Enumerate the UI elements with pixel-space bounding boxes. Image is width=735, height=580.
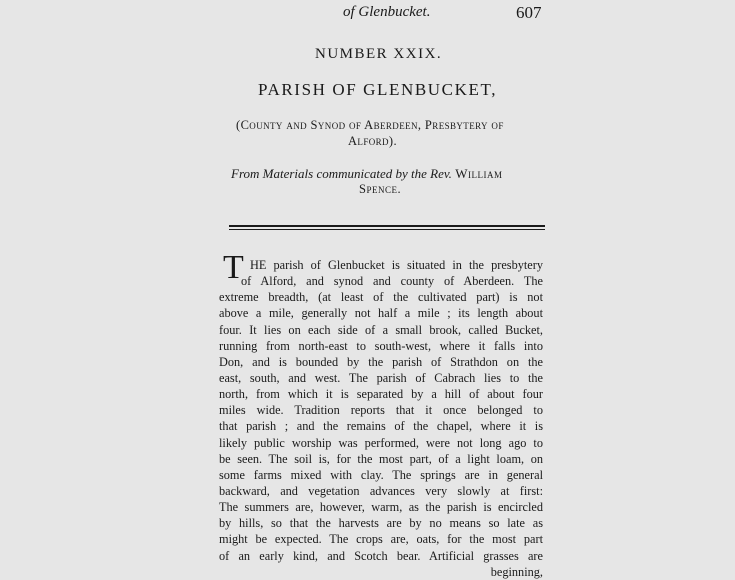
section-number-heading: NUMBER XXIX. — [315, 46, 443, 62]
body-line: likely public worship was performed, were not long ago to — [219, 435, 543, 450]
parish-title: PARISH OF GLENBUCKET, — [258, 80, 498, 99]
attribution-line-2: Spence. — [359, 182, 402, 196]
county-synod-line-1: (County and Synod of Aberdeen, Presbytery of — [236, 118, 504, 132]
body-line: of Alford, and synod and county of Aberdeen. The — [241, 274, 543, 289]
body-line: The summers are, however, warm, as the parish is encircled — [219, 500, 543, 515]
body-line: extreme breadth, (at least of the cultivated part) is not — [219, 290, 543, 305]
body-line: east, south, and west. The parish of Cabrach lies to the — [219, 370, 543, 385]
body-line: north, from which it is separated by a hill of about four — [219, 387, 543, 402]
body-line: HE parish of Glenbucket is situated in the presbytery — [250, 258, 543, 272]
attribution-prefix: From Materials communicated by the Rev. — [231, 166, 452, 181]
body-paragraph — [219, 257, 543, 580]
body-line: beginning, — [490, 564, 543, 579]
section-divider-rule — [229, 225, 545, 227]
body-line: Don, and is bounded by the parish of Strathdon on the — [219, 354, 543, 369]
body-line: above a mile, generally not half a mile ; its length about — [219, 306, 543, 321]
body-line: running from north-east to south-west, where it falls into — [219, 338, 543, 353]
body-line: be seen. The soil is, for the most part, of a light loam, on — [219, 451, 543, 466]
body-line: by hills, so that the harvests are by no means so late as — [219, 516, 543, 531]
drop-cap: T — [223, 249, 244, 286]
attribution-line-1 — [231, 166, 502, 182]
page-number: 607 — [516, 3, 542, 22]
body-line: four. It lies on each side of a small brook, called Bucket, — [219, 322, 543, 337]
body-line: of an early kind, and Scotch bear. Artificial grasses are — [219, 548, 543, 563]
attribution-name: William — [455, 166, 503, 181]
body-line: backward, and vegetation advances very slowly at first: — [219, 483, 543, 498]
body-line: that parish ; and the remains of the chapel, where it is — [219, 419, 543, 434]
county-synod-line-2: Alford). — [348, 134, 398, 148]
body-line: some farms mixed with clay. The springs are in general — [219, 467, 543, 482]
running-head: of Glenbucket. — [343, 4, 431, 20]
body-line: miles wide. Tradition reports that it once belonged to — [219, 403, 543, 418]
body-line: might be expected. The crops are, oats, for the most part — [219, 532, 543, 547]
